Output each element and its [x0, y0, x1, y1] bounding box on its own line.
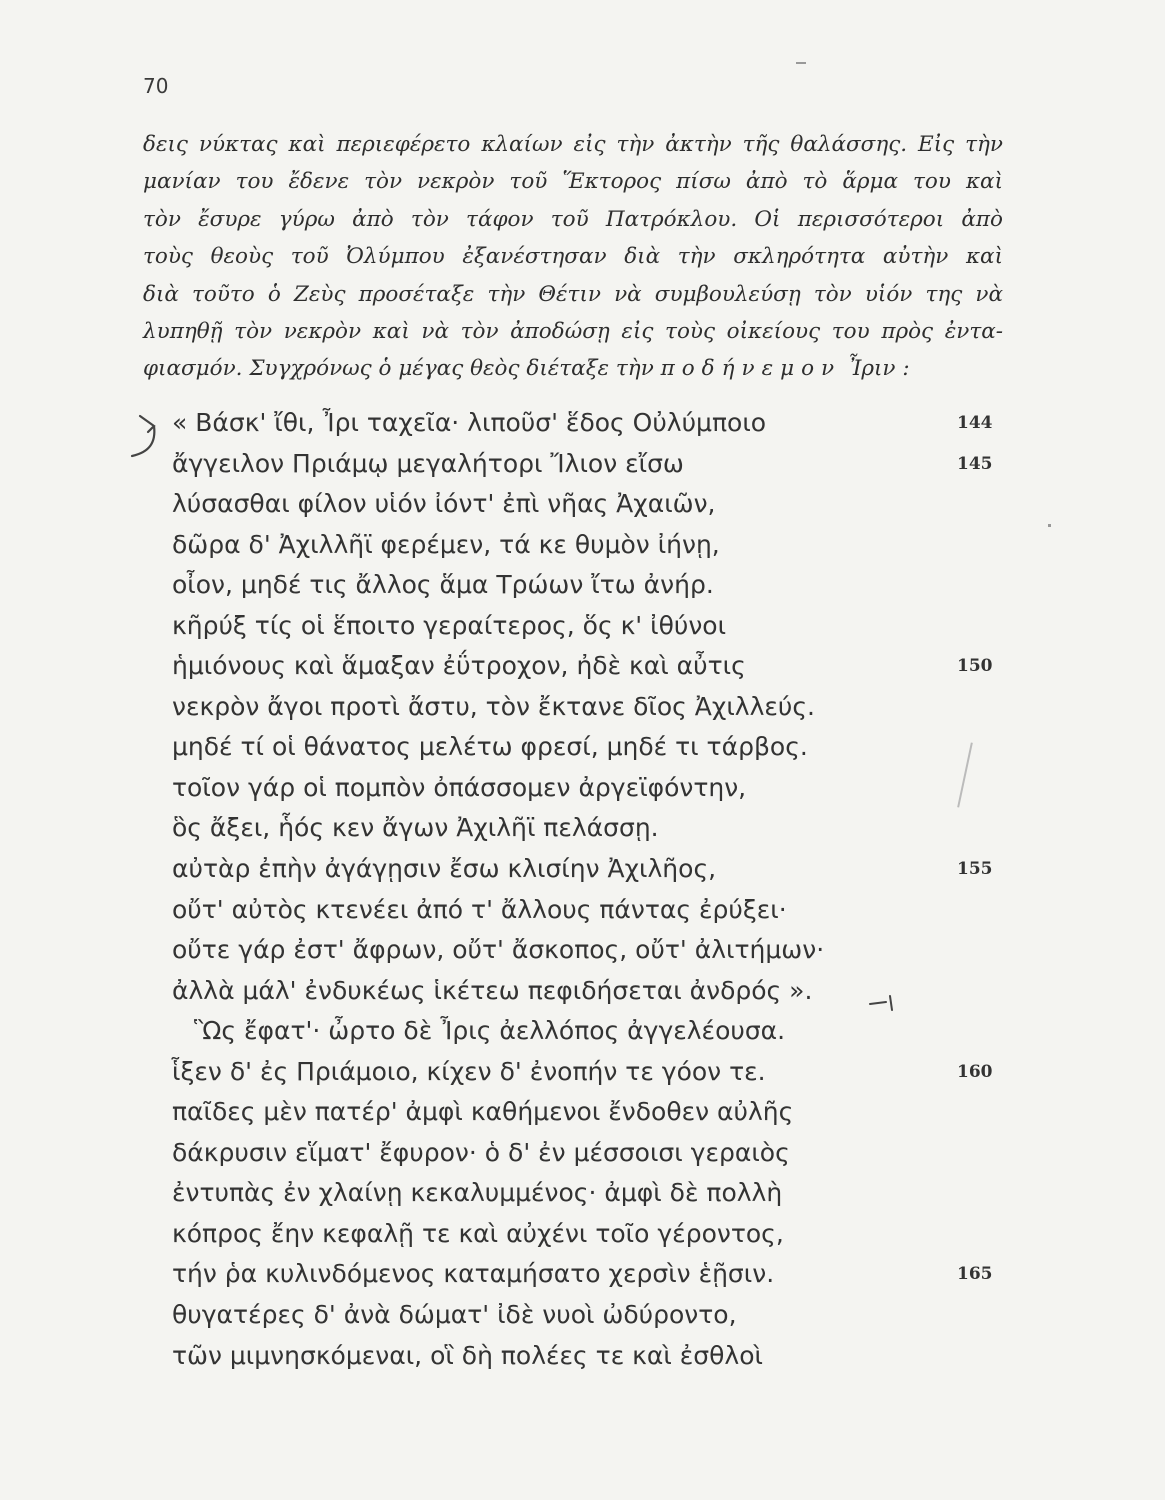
verse-text: Ὣς ἔφατ'· ὦρτο δὲ Ἶρις ἀελλόπος ἀγγελέουσα. — [194, 1016, 786, 1046]
verse-text: αὐτὰρ ἐπὴν ἀγάγῃσιν ἔσω κλισίην Ἀχιλῆος, — [172, 854, 717, 884]
prose-last-line — [143, 350, 1003, 387]
verse-text: κῆρύξ τίς οἱ ἕποιτο γεραίτερος, ὅς κ' ἰθύνοι — [172, 610, 727, 640]
verse-line — [172, 484, 1112, 525]
spaced-epithet: ποδήνεμον — [660, 356, 842, 382]
line-number: 155 — [957, 859, 993, 880]
verse-text: ἀλλὰ μάλ' ἐνδυκέως ἱκέτεω πεφιδήσεται ἀνδρός ». — [172, 975, 813, 1005]
scan-dust-mark — [1048, 524, 1051, 527]
verse-text: τήν ῥα κυλινδόμενος καταμήσατο χερσὶν ἑῇσιν. — [172, 1259, 775, 1289]
verse-line — [172, 849, 1112, 890]
verse-text: ἄγγειλον Πριάμῳ μεγαλήτορι Ἴλιον εἴσω — [172, 448, 684, 478]
verse-text: ἐντυπὰς ἐν χλαίνῃ κεκαλυμμένος· ἀμφὶ δὲ πολλὴ — [172, 1178, 783, 1208]
verse-line — [172, 930, 1112, 971]
pencil-bracket-icon — [130, 410, 170, 460]
verse-text: δάκρυσιν εἵματ' ἔφυρον· ὁ δ' ἐν μέσσοισι γεραιὸς — [172, 1137, 790, 1167]
verse-line — [172, 525, 1112, 566]
verse-text: οἶον, μηδέ τις ἄλλος ἅμα Τρώων ἴτω ἀνήρ. — [172, 570, 714, 600]
prose-line: δεις νύκτας καὶ περιεφέρετο κλαίων εἰς τὴν ἀκτὴν τῆς θαλάσσης. Εἰς τὴν — [143, 132, 1003, 157]
verse-text: κόπρος ἔην κεφαλῇ τε καὶ αὐχένι τοῖο γέροντος, — [172, 1218, 784, 1248]
verse-text: οὔτε γάρ ἐστ' ἄφρων, οὔτ' ἄσκοπος, οὔτ' ἀλιτήμων· — [172, 935, 825, 965]
prose-line: μανίαν του ἔδενε τὸν νεκρὸν τοῦ Ἕκτορος πίσω ἀπὸ τὸ ἅρμα του καὶ — [143, 169, 1003, 195]
scan-dust-mark — [796, 62, 806, 64]
verse-text: νεκρὸν ἄγοι προτὶ ἄστυ, τὸν ἔκτανε δῖος Ἀχιλλεύς. — [172, 691, 815, 721]
verse-line — [172, 606, 1112, 647]
verse-text: οὔτ' αὐτὸς κτενέει ἀπό τ' ἄλλους πάντας ἐρύξει· — [172, 894, 787, 924]
verse-text: « Βάσκ' ἴθι, Ἶρι ταχεῖα· λιποῦσ' ἕδος Οὐλύμποιο — [172, 408, 767, 437]
verse-line — [172, 646, 1112, 687]
verse-line — [172, 1052, 1112, 1093]
prose-line: τοὺς θεοὺς τοῦ Ὀλύμπου ἐξανέστησαν διὰ τὴν σκληρότητα αὐτὴν καὶ — [143, 244, 1003, 270]
verse-block — [172, 403, 1112, 1376]
verse-line — [172, 768, 1112, 809]
verse-text: ἡμιόνους καὶ ἅμαξαν ἐΰτροχον, ἠδὲ καὶ αὖτις — [172, 651, 746, 681]
page-number: 70 — [143, 74, 169, 98]
line-number: 145 — [957, 453, 993, 474]
prose-line: διὰ τοῦτο ὁ Ζεὺς προσέταξε τὴν Θέτιν νὰ συμβουλεύσῃ τὸν υἱόν της νὰ — [143, 281, 1003, 307]
prose-last-line-suffix: Ἶριν : — [841, 356, 910, 382]
pencil-close-mark-icon — [868, 990, 900, 1012]
verse-line — [172, 971, 1112, 1012]
verse-text: λύσασθαι φίλον υἱόν ἰόντ' ἐπὶ νῆας Ἀχαιῶν, — [172, 489, 716, 519]
verse-line — [172, 1092, 1112, 1133]
verse-line — [172, 1214, 1112, 1255]
verse-line — [172, 1011, 1112, 1052]
prose-line: τὸν ἔσυρε γύρω ἀπὸ τὸν τάφον τοῦ Πατρόκλου. Οἱ περισσότεροι ἀπὸ — [143, 206, 1003, 232]
line-number: 150 — [957, 656, 993, 677]
line-number: 165 — [957, 1264, 993, 1285]
verse-line — [172, 1133, 1112, 1174]
verse-line — [172, 403, 1112, 444]
verse-line — [172, 808, 1112, 849]
verse-line — [172, 1254, 1112, 1295]
verse-line — [172, 1336, 1112, 1377]
verse-text: μηδέ τί οἱ θάνατος μελέτω φρεσί, μηδέ τι τάρβος. — [172, 732, 808, 762]
verse-text: ὃς ἄξει, ἧός κεν ἄγων Ἀχιλῆϊ πελάσσῃ. — [172, 813, 659, 843]
verse-line — [172, 1295, 1112, 1336]
verse-line — [172, 890, 1112, 931]
prose-paragraph — [143, 126, 1003, 388]
verse-line — [172, 565, 1112, 606]
verse-line — [172, 687, 1112, 728]
verse-text: θυγατέρες δ' ἀνὰ δώματ' ἰδὲ νυοὶ ὠδύροντο, — [172, 1300, 737, 1330]
line-number: 160 — [957, 1061, 993, 1082]
verse-text: δῶρα δ' Ἀχιλλῆϊ φερέμεν, τά κε θυμὸν ἰήνῃ, — [172, 529, 720, 559]
verse-text: ἷξεν δ' ἐς Πριάμοιο, κίχεν δ' ἐνοπήν τε γόον τε. — [172, 1056, 766, 1086]
verse-line — [172, 444, 1112, 485]
verse-text: παῖδες μὲν πατέρ' ἀμφὶ καθήμενοι ἔνδοθεν αὐλῆς — [172, 1097, 794, 1127]
line-number: 144 — [957, 413, 993, 433]
verse-text: τοῖον γάρ οἱ πομπὸν ὀπάσσομεν ἀργεϊφόντην, — [172, 772, 747, 802]
prose-line: λυπηθῇ τὸν νεκρὸν καὶ νὰ τὸν ἀποδώσῃ εἰς τοὺς οἰκείους του πρὸς ἐντα- — [143, 319, 1003, 345]
verse-text: τῶν μιμνησκόμεναι, οἳ δὴ πολέες τε καὶ ἐσθλοὶ — [172, 1340, 763, 1370]
prose-last-line-prefix: φιασμόν. Συγχρόνως ὁ μέγας θεὸς διέταξε τὴν — [143, 356, 661, 382]
verse-line — [172, 1173, 1112, 1214]
